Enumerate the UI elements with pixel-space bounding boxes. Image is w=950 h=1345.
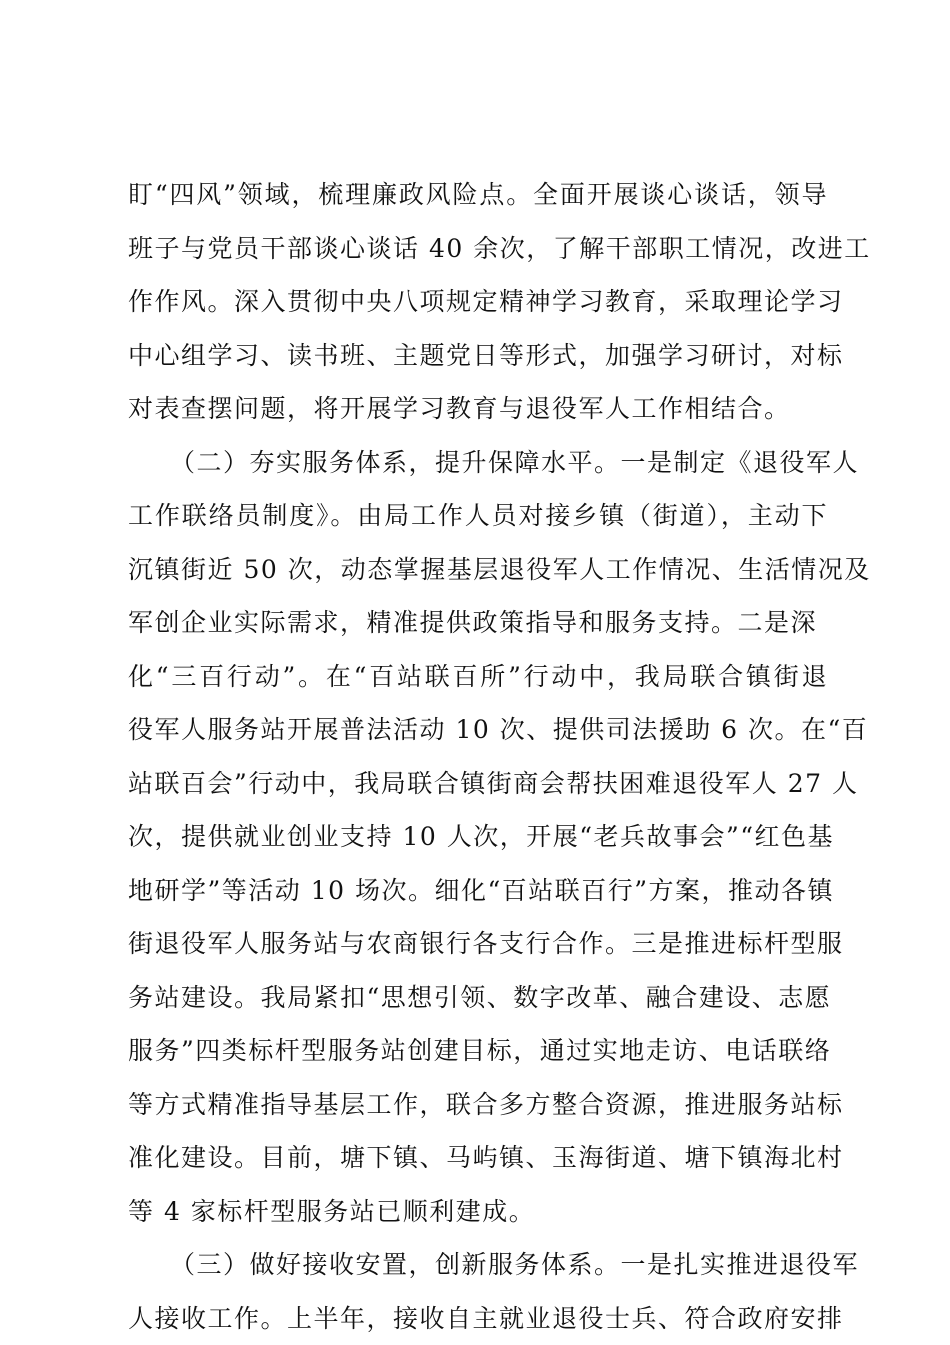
text-line: 工作联络员制度》。由局工作人员对接乡镇（街道），主动下 bbox=[128, 489, 828, 543]
text-line: 街退役军人服务站与农商银行各支行合作。三是推进标杆型服 bbox=[128, 917, 828, 971]
text-line: 等方式精准指导基层工作，联合多方整合资源，推进服务站标 bbox=[128, 1078, 828, 1132]
text-line: 人接收工作。上半年，接收自主就业退役士兵、符合政府安排 bbox=[128, 1292, 828, 1345]
text-line: 班子与党员干部谈心谈话 40 余次，了解干部职工情况，改进工 bbox=[128, 222, 828, 276]
body-text bbox=[128, 168, 828, 1345]
paragraph-heading-line: （三）做好接收安置，创新服务体系。一是扎实推进退役军 bbox=[128, 1238, 828, 1292]
paragraph-heading-line: （二）夯实服务体系，提升保障水平。一是制定《退役军人 bbox=[128, 436, 828, 490]
text-line: 作作风。深入贯彻中央八项规定精神学习教育，采取理论学习 bbox=[128, 275, 828, 329]
text-line: 次，提供就业创业支持 10 人次，开展“老兵故事会”“红色基 bbox=[128, 810, 828, 864]
text-line: 站联百会”行动中，我局联合镇街商会帮扶困难退役军人 27 人 bbox=[128, 757, 828, 811]
text-line: 化“三百行动”。在“百站联百所”行动中，我局联合镇街退 bbox=[128, 650, 828, 704]
text-line: 对表查摆问题，将开展学习教育与退役军人工作相结合。 bbox=[128, 382, 828, 436]
text-line: 军创企业实际需求，精准提供政策指导和服务支持。二是深 bbox=[128, 596, 788, 650]
text-line: 等 4 家标杆型服务站已顺利建成。 bbox=[128, 1185, 828, 1239]
text-line: 准化建设。目前，塘下镇、马屿镇、玉海街道、塘下镇海北村 bbox=[128, 1131, 828, 1185]
text-line: 沉镇街近 50 次，动态掌握基层退役军人工作情况、生活情况及 bbox=[128, 543, 828, 597]
text-line: 役军人服务站开展普法活动 10 次、提供司法援助 6 次。在“百 bbox=[128, 703, 828, 757]
text-line: 地研学”等活动 10 场次。细化“百站联百行”方案，推动各镇 bbox=[128, 864, 828, 918]
text-line: 务站建设。我局紧扣“思想引领、数字改革、融合建设、志愿 bbox=[128, 971, 828, 1025]
text-line: 盯“四风”领域，梳理廉政风险点。全面开展谈心谈话，领导 bbox=[128, 168, 828, 222]
text-line: 中心组学习、读书班、主题党日等形式，加强学习研讨，对标 bbox=[128, 329, 828, 383]
text-line: 服务”四类标杆型服务站创建目标，通过实地走访、电话联络 bbox=[128, 1024, 828, 1078]
